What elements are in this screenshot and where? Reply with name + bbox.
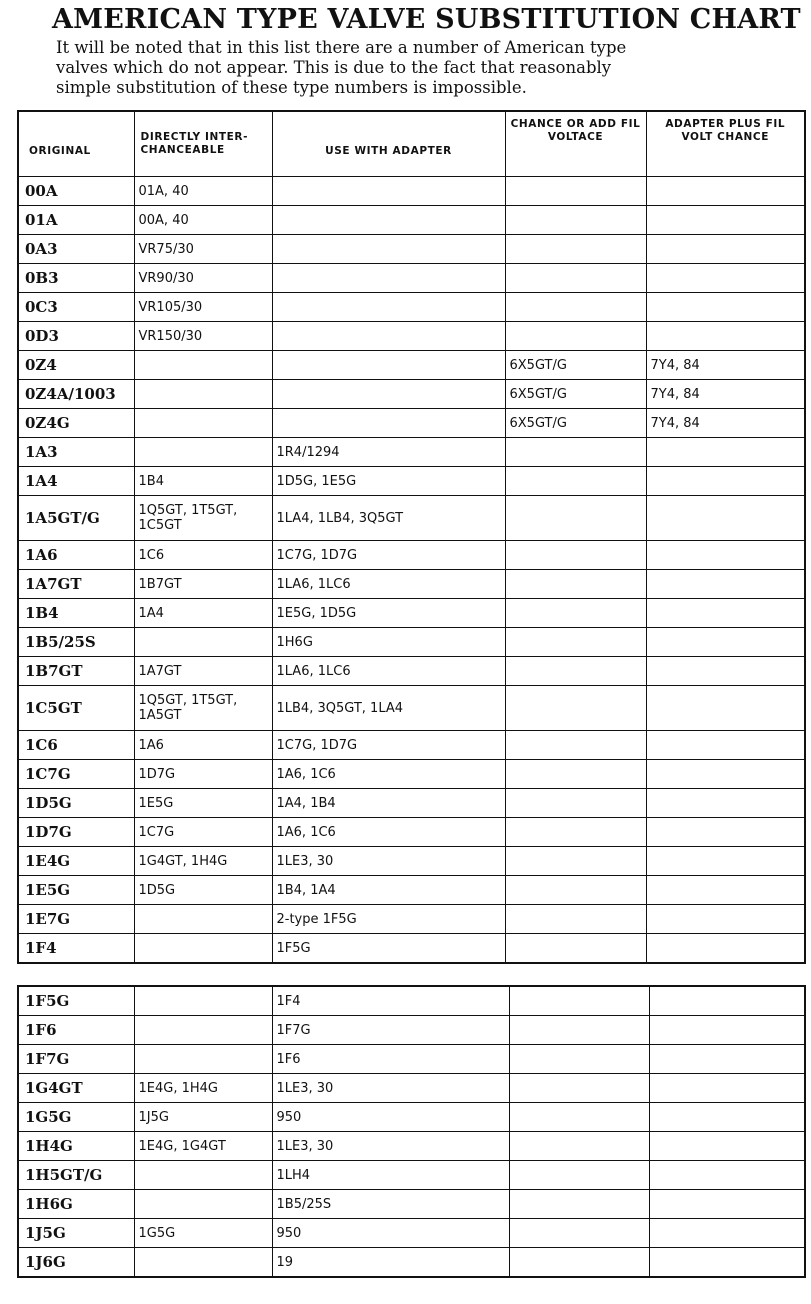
cell-direct: 1D5G [134,876,272,905]
cell-original: 00A [18,177,134,206]
header-direct: DIRECTLY INTER-CHANCEABLE [134,111,272,177]
cell-adapter: 1LA4, 1LB4, 3Q5GT [272,496,505,541]
cell-adapter-plus [646,293,805,322]
table-row [18,570,805,599]
cell-fil-voltage [505,206,646,235]
cell-adapter: 1A6, 1C6 [272,760,505,789]
cell-adapter-plus [646,570,805,599]
cell-adapter-plus [646,905,805,934]
cell-original: 1B4 [18,599,134,628]
cell-adapter-plus [649,1016,805,1045]
header-adapter-plus: ADAPTER PLUS FIL VOLT CHANCE [646,111,805,177]
substitution-table-top [17,110,806,964]
cell-fil-voltage [505,628,646,657]
cell-adapter-plus [646,789,805,818]
table-row [18,380,805,409]
cell-fil-voltage [505,496,646,541]
table-row [18,1248,805,1278]
cell-adapter: 1C7G, 1D7G [272,541,505,570]
cell-original: 1C5GT [18,686,134,731]
cell-direct: 1G5G [134,1219,272,1248]
cell-fil-voltage [509,1016,649,1045]
cell-direct: 01A, 40 [134,177,272,206]
table-row [18,438,805,467]
cell-fil-voltage [505,905,646,934]
cell-adapter: 19 [272,1248,509,1278]
cell-fil-voltage [509,1248,649,1278]
table-row [18,1016,805,1045]
cell-original: 1J5G [18,1219,134,1248]
table-row [18,905,805,934]
cell-original: 1J6G [18,1248,134,1278]
cell-original: 1H6G [18,1190,134,1219]
cell-adapter-plus [646,496,805,541]
cell-fil-voltage [505,789,646,818]
cell-direct: 1A6 [134,731,272,760]
cell-adapter-plus [646,177,805,206]
cell-adapter: 1A4, 1B4 [272,789,505,818]
cell-fil-voltage [505,847,646,876]
header-adapter: USE WITH ADAPTER [272,111,505,177]
cell-original: 0C3 [18,293,134,322]
cell-adapter-plus [646,206,805,235]
cell-adapter [272,293,505,322]
cell-adapter-plus [646,760,805,789]
cell-fil-voltage [509,1132,649,1161]
cell-original: 1H4G [18,1132,134,1161]
cell-original: 0B3 [18,264,134,293]
cell-direct: 1D7G [134,760,272,789]
cell-direct: 1G4GT, 1H4G [134,847,272,876]
cell-direct: 1E4G, 1G4GT [134,1132,272,1161]
cell-adapter: 1LE3, 30 [272,847,505,876]
cell-direct [134,986,272,1016]
cell-fil-voltage [505,818,646,847]
cell-direct: 1J5G [134,1103,272,1132]
cell-fil-voltage [505,760,646,789]
cell-original: 1F4 [18,934,134,964]
table-row [18,1161,805,1190]
cell-direct [134,905,272,934]
cell-fil-voltage [505,934,646,964]
table-row [18,1190,805,1219]
cell-fil-voltage [509,986,649,1016]
cell-direct [134,351,272,380]
cell-fil-voltage [509,1219,649,1248]
cell-adapter: 1LE3, 30 [272,1132,509,1161]
page-title: AMERICAN TYPE VALVE SUBSTITUTION CHART [52,4,801,35]
table-row [18,760,805,789]
cell-adapter: 1LA6, 1LC6 [272,570,505,599]
cell-adapter: 1LA6, 1LC6 [272,657,505,686]
header-fil-voltage: CHANCE OR ADD FIL VOLTACE [505,111,646,177]
cell-adapter-plus: 7Y4, 84 [646,351,805,380]
cell-adapter: 2-type 1F5G [272,905,505,934]
table-row [18,409,805,438]
cell-direct: 1A4 [134,599,272,628]
cell-adapter: 1LH4 [272,1161,509,1190]
cell-adapter [272,206,505,235]
cell-fil-voltage [505,599,646,628]
cell-direct [134,380,272,409]
table-row [18,818,805,847]
cell-adapter-plus [646,438,805,467]
cell-direct [134,934,272,964]
cell-adapter [272,264,505,293]
cell-adapter-plus [646,322,805,351]
cell-original: 1E7G [18,905,134,934]
cell-direct: VR150/30 [134,322,272,351]
cell-fil-voltage [505,467,646,496]
cell-fil-voltage [505,876,646,905]
cell-fil-voltage [505,731,646,760]
cell-adapter-plus: 7Y4, 84 [646,380,805,409]
cell-adapter-plus [646,876,805,905]
cell-original: 1H5GT/G [18,1161,134,1190]
cell-adapter [272,351,505,380]
table-row [18,657,805,686]
cell-direct [134,1248,272,1278]
table-header-row [18,111,805,177]
cell-fil-voltage [505,322,646,351]
cell-direct: 1Q5GT, 1T5GT, 1A5GT [134,686,272,731]
cell-adapter-plus [649,1248,805,1278]
table-row [18,599,805,628]
cell-original: 0Z4A/1003 [18,380,134,409]
cell-original: 1A6 [18,541,134,570]
table-row [18,322,805,351]
cell-direct: 1B7GT [134,570,272,599]
cell-direct: 1A7GT [134,657,272,686]
cell-adapter: 1F7G [272,1016,509,1045]
cell-fil-voltage: 6X5GT/G [505,380,646,409]
table-row [18,293,805,322]
cell-direct: 1C6 [134,541,272,570]
cell-original: 1E5G [18,876,134,905]
cell-original: 1E4G [18,847,134,876]
cell-original: 1F7G [18,1045,134,1074]
cell-fil-voltage [505,235,646,264]
table-row [18,496,805,541]
cell-direct [134,628,272,657]
table-row [18,177,805,206]
cell-direct [134,438,272,467]
cell-fil-voltage [505,657,646,686]
cell-fil-voltage [505,541,646,570]
cell-adapter [272,177,505,206]
table-row [18,206,805,235]
cell-adapter: 1B4, 1A4 [272,876,505,905]
cell-adapter-plus [646,467,805,496]
cell-direct: VR90/30 [134,264,272,293]
cell-adapter-plus [646,599,805,628]
cell-direct: 1Q5GT, 1T5GT, 1C5GT [134,496,272,541]
cell-fil-voltage [505,686,646,731]
cell-adapter-plus [646,731,805,760]
cell-original: 01A [18,206,134,235]
cell-original: 1F5G [18,986,134,1016]
table-row [18,541,805,570]
cell-adapter-plus [649,1045,805,1074]
table-row [18,1132,805,1161]
table-row [18,876,805,905]
cell-fil-voltage [509,1161,649,1190]
cell-adapter [272,322,505,351]
cell-direct: 1C7G [134,818,272,847]
cell-adapter: 1F6 [272,1045,509,1074]
cell-fil-voltage [505,438,646,467]
cell-adapter-plus [649,1161,805,1190]
cell-direct: VR75/30 [134,235,272,264]
cell-direct [134,1016,272,1045]
cell-original: 1A7GT [18,570,134,599]
cell-original: 0Z4G [18,409,134,438]
cell-adapter-plus [646,628,805,657]
cell-fil-voltage [509,1190,649,1219]
cell-direct [134,409,272,438]
cell-adapter-plus [646,657,805,686]
cell-adapter-plus [649,1190,805,1219]
cell-direct: 00A, 40 [134,206,272,235]
cell-direct [134,1190,272,1219]
table-row [18,789,805,818]
cell-fil-voltage [505,293,646,322]
header-original: ORIGINAL [18,111,134,177]
cell-original: 1F6 [18,1016,134,1045]
cell-adapter: 1H6G [272,628,505,657]
cell-adapter-plus [646,686,805,731]
cell-original: 1G5G [18,1103,134,1132]
cell-adapter: 1A6, 1C6 [272,818,505,847]
table-row [18,264,805,293]
cell-adapter-plus: 7Y4, 84 [646,409,805,438]
table-row [18,1074,805,1103]
cell-adapter: 1F4 [272,986,509,1016]
substitution-table-bottom [17,985,806,1278]
cell-original: 0D3 [18,322,134,351]
cell-fil-voltage [505,570,646,599]
cell-direct [134,1045,272,1074]
cell-direct: 1E5G [134,789,272,818]
cell-adapter-plus [646,541,805,570]
cell-original: 1B5/25S [18,628,134,657]
cell-adapter: 1LB4, 3Q5GT, 1LA4 [272,686,505,731]
table-row [18,467,805,496]
cell-original: 1D7G [18,818,134,847]
cell-original: 1B7GT [18,657,134,686]
cell-adapter-plus [649,986,805,1016]
table-row [18,731,805,760]
cell-original: 1C6 [18,731,134,760]
cell-adapter-plus [646,934,805,964]
table-row [18,986,805,1016]
cell-fil-voltage: 6X5GT/G [505,351,646,380]
cell-adapter-plus [646,818,805,847]
cell-adapter: 1D5G, 1E5G [272,467,505,496]
table-row [18,1103,805,1132]
cell-adapter: 950 [272,1103,509,1132]
cell-adapter-plus [649,1219,805,1248]
table-row [18,686,805,731]
cell-direct [134,1161,272,1190]
cell-adapter [272,409,505,438]
cell-adapter-plus [649,1103,805,1132]
cell-adapter: 1E5G, 1D5G [272,599,505,628]
cell-adapter: 1F5G [272,934,505,964]
cell-original: 1C7G [18,760,134,789]
cell-adapter: 1B5/25S [272,1190,509,1219]
cell-original: 0Z4 [18,351,134,380]
table-row [18,628,805,657]
cell-original: 0A3 [18,235,134,264]
cell-original: 1D5G [18,789,134,818]
intro-line: It will be noted that in this list there are a number of American type [56,38,627,57]
cell-adapter: 1LE3, 30 [272,1074,509,1103]
cell-fil-voltage: 6X5GT/G [505,409,646,438]
intro-paragraph [56,38,776,98]
cell-adapter [272,380,505,409]
cell-original: 1A4 [18,467,134,496]
cell-adapter-plus [649,1132,805,1161]
cell-direct: 1B4 [134,467,272,496]
cell-adapter: 1R4/1294 [272,438,505,467]
table-row [18,351,805,380]
cell-adapter-plus [649,1074,805,1103]
cell-adapter [272,235,505,264]
cell-direct: 1E4G, 1H4G [134,1074,272,1103]
cell-fil-voltage [505,264,646,293]
cell-direct: VR105/30 [134,293,272,322]
table-row [18,235,805,264]
table-row [18,934,805,964]
cell-adapter-plus [646,847,805,876]
cell-adapter: 950 [272,1219,509,1248]
intro-line: valves which do not appear. This is due to the fact that reasonably [56,58,612,77]
table-row [18,1219,805,1248]
cell-fil-voltage [509,1045,649,1074]
cell-fil-voltage [505,177,646,206]
cell-original: 1A5GT/G [18,496,134,541]
cell-fil-voltage [509,1103,649,1132]
cell-adapter-plus [646,235,805,264]
table-row [18,847,805,876]
cell-fil-voltage [509,1074,649,1103]
cell-original: 1A3 [18,438,134,467]
cell-adapter-plus [646,264,805,293]
intro-line: simple substitution of these type numbers is impossible. [56,78,527,97]
cell-adapter: 1C7G, 1D7G [272,731,505,760]
cell-original: 1G4GT [18,1074,134,1103]
table-row [18,1045,805,1074]
